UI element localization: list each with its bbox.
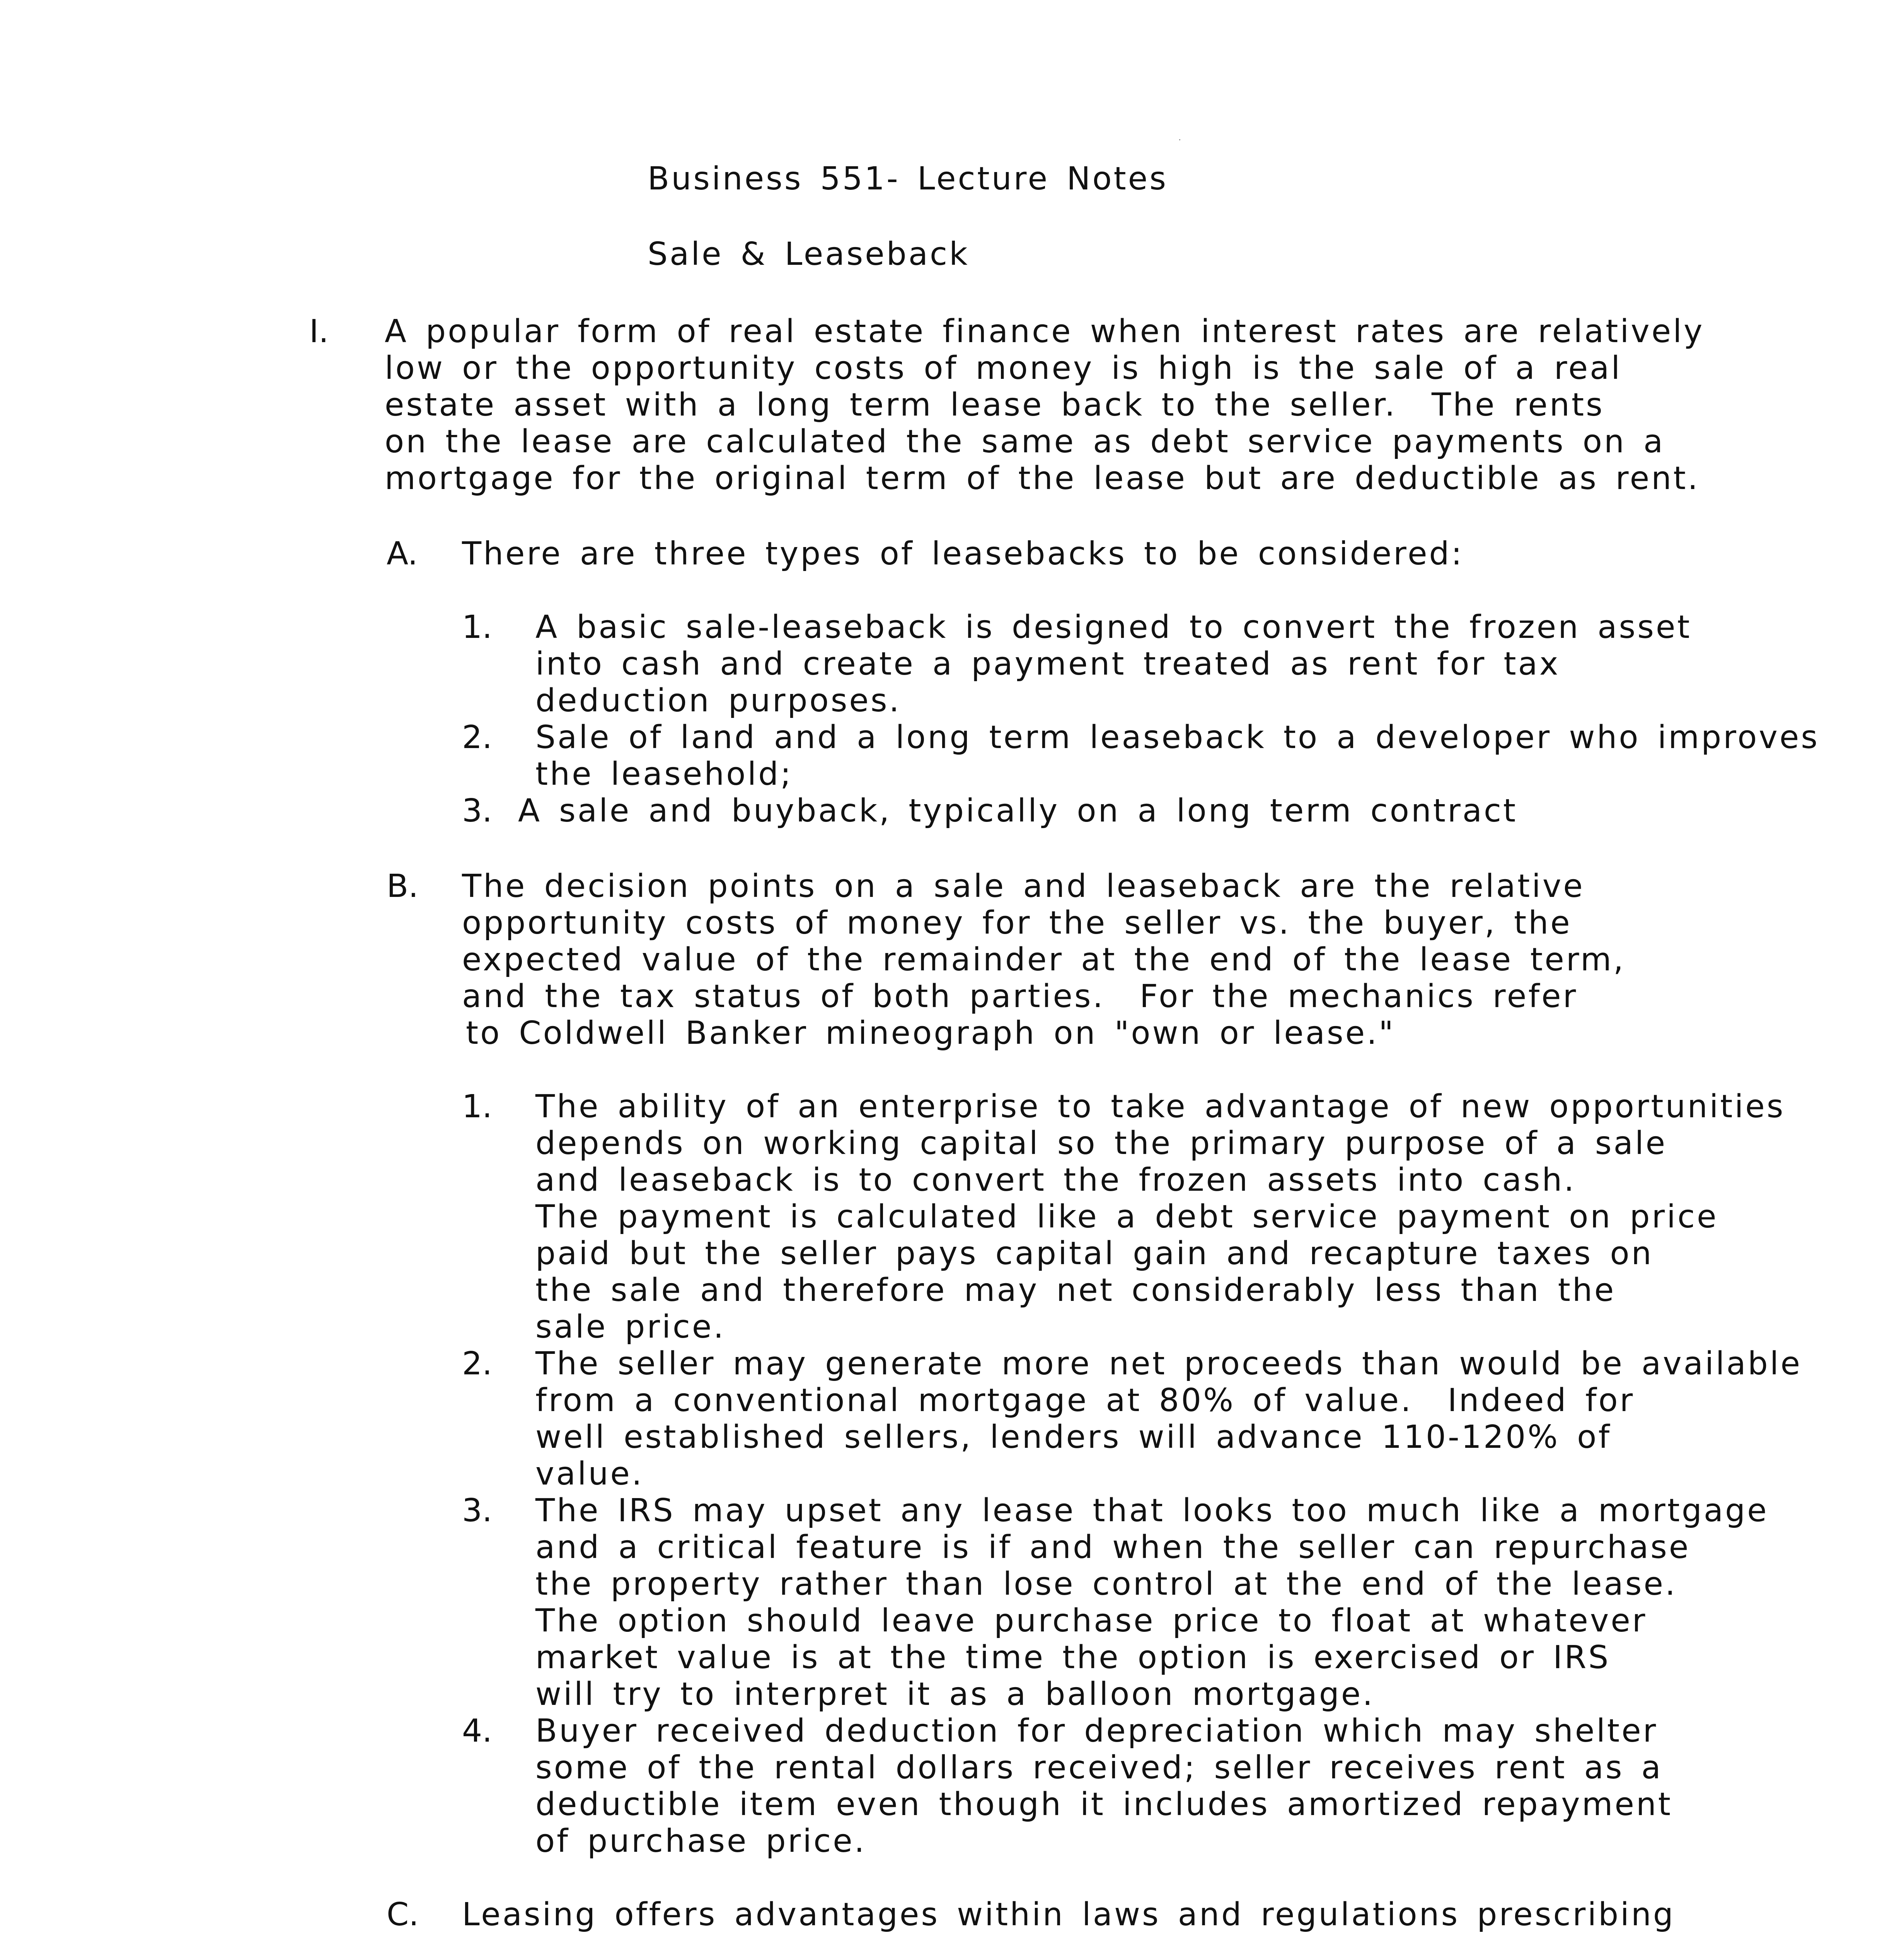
list-item-line: The seller may generate more net proceeds than would be available (535, 1345, 1802, 1382)
list-item-line: Sale of land and a long term leaseback to a developer who improves (535, 719, 1820, 756)
list-item-line: some of the rental dollars received; seller receives rent as a (535, 1749, 1663, 1786)
list-item-line: and a critical feature is if and when the seller can repurchase (535, 1529, 1691, 1566)
list-item-line: The IRS may upset any lease that looks too much like a mortgage (535, 1492, 1769, 1529)
document-subtitle: Sale & Leaseback (648, 236, 970, 273)
paragraph-line: to Coldwell Banker mineograph on "own or lease." (466, 1015, 1395, 1052)
list-item-line: will try to interpret it as a balloon mortgage. (535, 1676, 1375, 1713)
paragraph-line: Leasing offers advantages within laws and regulations prescribing (462, 1896, 1675, 1933)
list-item-line: depends on working capital so the primary purpose of a sale (535, 1125, 1667, 1162)
paragraph-line: expected value of the remainder at the end of the lease term, (462, 941, 1626, 978)
list-marker: 3. (462, 1492, 493, 1529)
list-item-line: of purchase price. (535, 1823, 866, 1860)
list-item-line: value. (535, 1456, 644, 1492)
paragraph-line: There are three types of leasebacks to be considered: (462, 535, 1464, 572)
scan-speck (1179, 139, 1180, 140)
list-item-line: deductible item even though it includes amortized repayment (535, 1786, 1673, 1823)
list-item-line: deduction purposes. (535, 682, 901, 719)
list-marker: 2. (462, 719, 493, 756)
list-item-line: the property rather than lose control at the end of the lease. (535, 1566, 1677, 1602)
paragraph-line: estate asset with a long term lease back to the seller. The rents (385, 387, 1604, 423)
paragraph-line: and the tax status of both parties. For the mechanics refer (462, 978, 1578, 1015)
subsection-marker: A. (387, 535, 418, 572)
subsection-marker: C. (387, 1896, 419, 1933)
list-item-line: the sale and therefore may net considerably less than the (535, 1272, 1616, 1309)
paragraph-line: A popular form of real estate finance when interest rates are relatively (385, 313, 1705, 350)
paragraph-line: mortgage for the original term of the lease but are deductible as rent. (385, 460, 1700, 497)
list-item-line: paid but the seller pays capital gain and recapture taxes on (535, 1235, 1653, 1272)
list-marker: 3. (462, 793, 493, 829)
document-title: Business 551- Lecture Notes (648, 160, 1168, 197)
list-item-line: into cash and create a payment treated as rent for tax (535, 646, 1560, 682)
section-marker: I. (309, 313, 329, 350)
list-item-line: Buyer received deduction for depreciation which may shelter (535, 1713, 1658, 1749)
list-item-line: The payment is calculated like a debt service payment on price (535, 1198, 1718, 1235)
list-item-line: The option should leave purchase price to float at whatever (535, 1602, 1647, 1639)
list-item-line: well established sellers, lenders will advance 110-120% of (535, 1419, 1612, 1456)
paragraph-line: on the lease are calculated the same as debt service payments on a (385, 423, 1665, 460)
list-marker: 2. (462, 1345, 493, 1382)
list-item-line: A sale and buyback, typically on a long term contract (518, 793, 1518, 829)
list-item-line: and leaseback is to convert the frozen assets into cash. (535, 1162, 1576, 1198)
list-item-line: the leasehold; (535, 756, 793, 793)
list-marker: 4. (462, 1713, 493, 1749)
subsection-marker: B. (387, 868, 419, 905)
list-item-line: market value is at the time the option is exercised or IRS (535, 1639, 1611, 1676)
paragraph-line: The decision points on a sale and leaseback are the relative (462, 868, 1585, 905)
paragraph-line: low or the opportunity costs of money is high is the sale of a real (385, 350, 1622, 387)
list-item-line: from a conventional mortgage at 80% of value. Indeed for (535, 1382, 1635, 1419)
paragraph-line: opportunity costs of money for the seller vs. the buyer, the (462, 905, 1572, 941)
list-item-line: The ability of an enterprise to take advantage of new opportunities (535, 1088, 1785, 1125)
list-item-line: A basic sale-leaseback is designed to convert the frozen asset (535, 609, 1692, 646)
list-marker: 1. (462, 1088, 493, 1125)
list-item-line: sale price. (535, 1309, 726, 1345)
list-marker: 1. (462, 609, 493, 646)
